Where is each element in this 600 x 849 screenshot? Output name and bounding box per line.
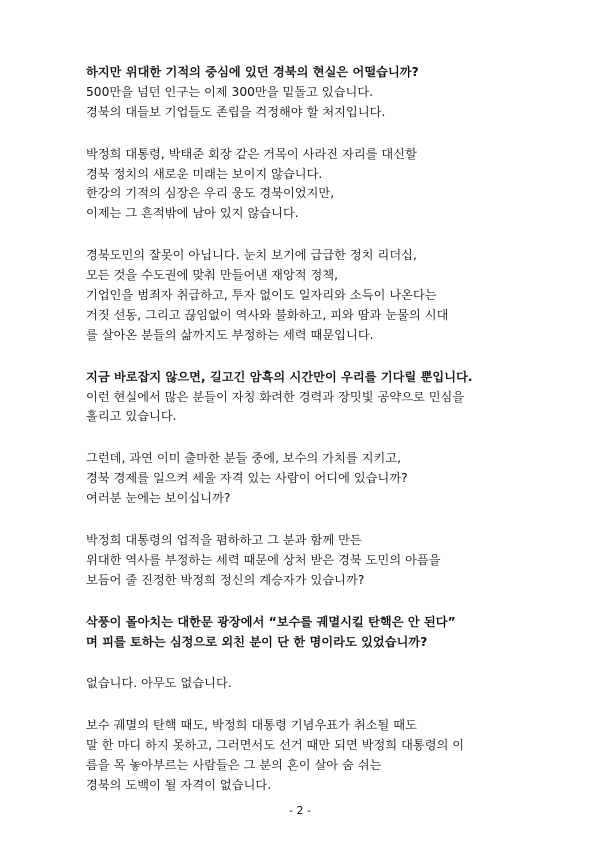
text-line: 지금 바로잡지 않으면, 길고긴 암흑의 시간만이 우리를 기다릴 뿐입니다. <box>86 369 473 384</box>
text-line: 박정희 대통령, 박태준 회장 같은 거목이 사라진 자리를 대신할 <box>86 146 417 161</box>
text-line: 며 피를 토하는 심정으로 외친 분이 단 한 명이라도 있었습니까? <box>86 634 428 649</box>
paragraph-9 <box>86 674 526 694</box>
text-line: 모든 것을 수도권에 맞춰 만들어낸 재앙적 정책, <box>86 268 339 283</box>
paragraph-4 <box>86 246 526 345</box>
paragraph-10 <box>86 716 526 796</box>
text-line: 삭풍이 몰아치는 대한문 광장에서 “보수를 궤멸시킬 탄핵은 안 된다” <box>86 614 456 629</box>
text-line: 경북의 도백이 될 자격이 없습니다. <box>86 778 272 793</box>
text-line: 홀리고 있습니다. <box>86 409 177 424</box>
text-line: 한강의 기적의 심장은 우리 웅도 경북이었지만, <box>86 186 335 201</box>
text-line: 여러분 눈에는 보이십니까? <box>86 491 231 506</box>
text-line: 이제는 그 흔적밖에 남아 있지 않습니다. <box>86 206 299 221</box>
paragraph-3 <box>86 145 526 225</box>
text-line: 위대한 역사를 부정하는 세력 때문에 상처 받은 경북 도민의 아픔을 <box>86 552 441 567</box>
text-line: 거짓 선동, 그리고 끊임없이 역사와 불화하고, 피와 땀과 눈물의 시대 <box>86 307 449 322</box>
text-line: 보수 궤멸의 탄핵 때도, 박정희 대통령 기념우표가 취소될 때도 <box>86 718 417 733</box>
paragraph-7 <box>86 531 526 591</box>
text-line: 하지만 위대한 기적의 중심에 있던 경북의 현실은 어떨습니까? <box>86 65 419 79</box>
text-line: 경북 경제를 일으켜 세울 자격 있는 사람이 어디에 있습니까? <box>86 471 408 486</box>
text-line: 보듬어 줄 진정한 박정희 정신의 계승자가 있습니까? <box>86 572 365 587</box>
text-line: 말 한 마디 하지 못하고, 그러면서도 선거 때만 되면 박정희 대통령의 이 <box>86 738 465 753</box>
text-line: 경북의 대들보 기업들도 존립을 걱정해야 할 처지입니다. <box>86 104 386 119</box>
text-line: 이런 현실에서 많은 분들이 자칭 화려한 경력과 장밋빛 공약으로 민심을 <box>86 389 465 404</box>
paragraph-1 <box>86 63 526 83</box>
text-line: 경북도민의 잘못이 아닙니다. 눈치 보기에 급급한 정치 리더십, <box>86 248 417 263</box>
paragraph-8 <box>86 613 526 653</box>
text-line: 박정희 대통령의 업적을 폄하하고 그 분과 함께 만든 <box>86 533 362 548</box>
text-line: 름을 목 놓아부르는 사람들은 그 분의 혼이 살아 숨 쉬는 <box>86 758 382 773</box>
text-line: 500만을 넘던 인구는 이제 300만을 밑돌고 있습니다. <box>86 84 374 99</box>
text-line: 를 살아온 분들의 삶까지도 부정하는 세력 때문입니다. <box>86 327 374 342</box>
text-line: 기업인을 범죄자 취급하고, 투자 없이도 일자리와 소득이 나온다는 <box>86 288 437 303</box>
text-line: 없습니다. 아무도 없습니다. <box>86 676 232 691</box>
paragraph-2 <box>86 83 526 123</box>
text-line: 경북 정치의 새로운 미래는 보이지 않습니다. <box>86 166 323 181</box>
text-line: 그런데, 과연 이미 출마한 분들 중에, 보수의 가치를 지키고, <box>86 451 402 466</box>
paragraph-5 <box>86 368 526 428</box>
document-body <box>86 63 526 818</box>
paragraph-6 <box>86 449 526 509</box>
page-number: - 2 - <box>289 804 311 817</box>
